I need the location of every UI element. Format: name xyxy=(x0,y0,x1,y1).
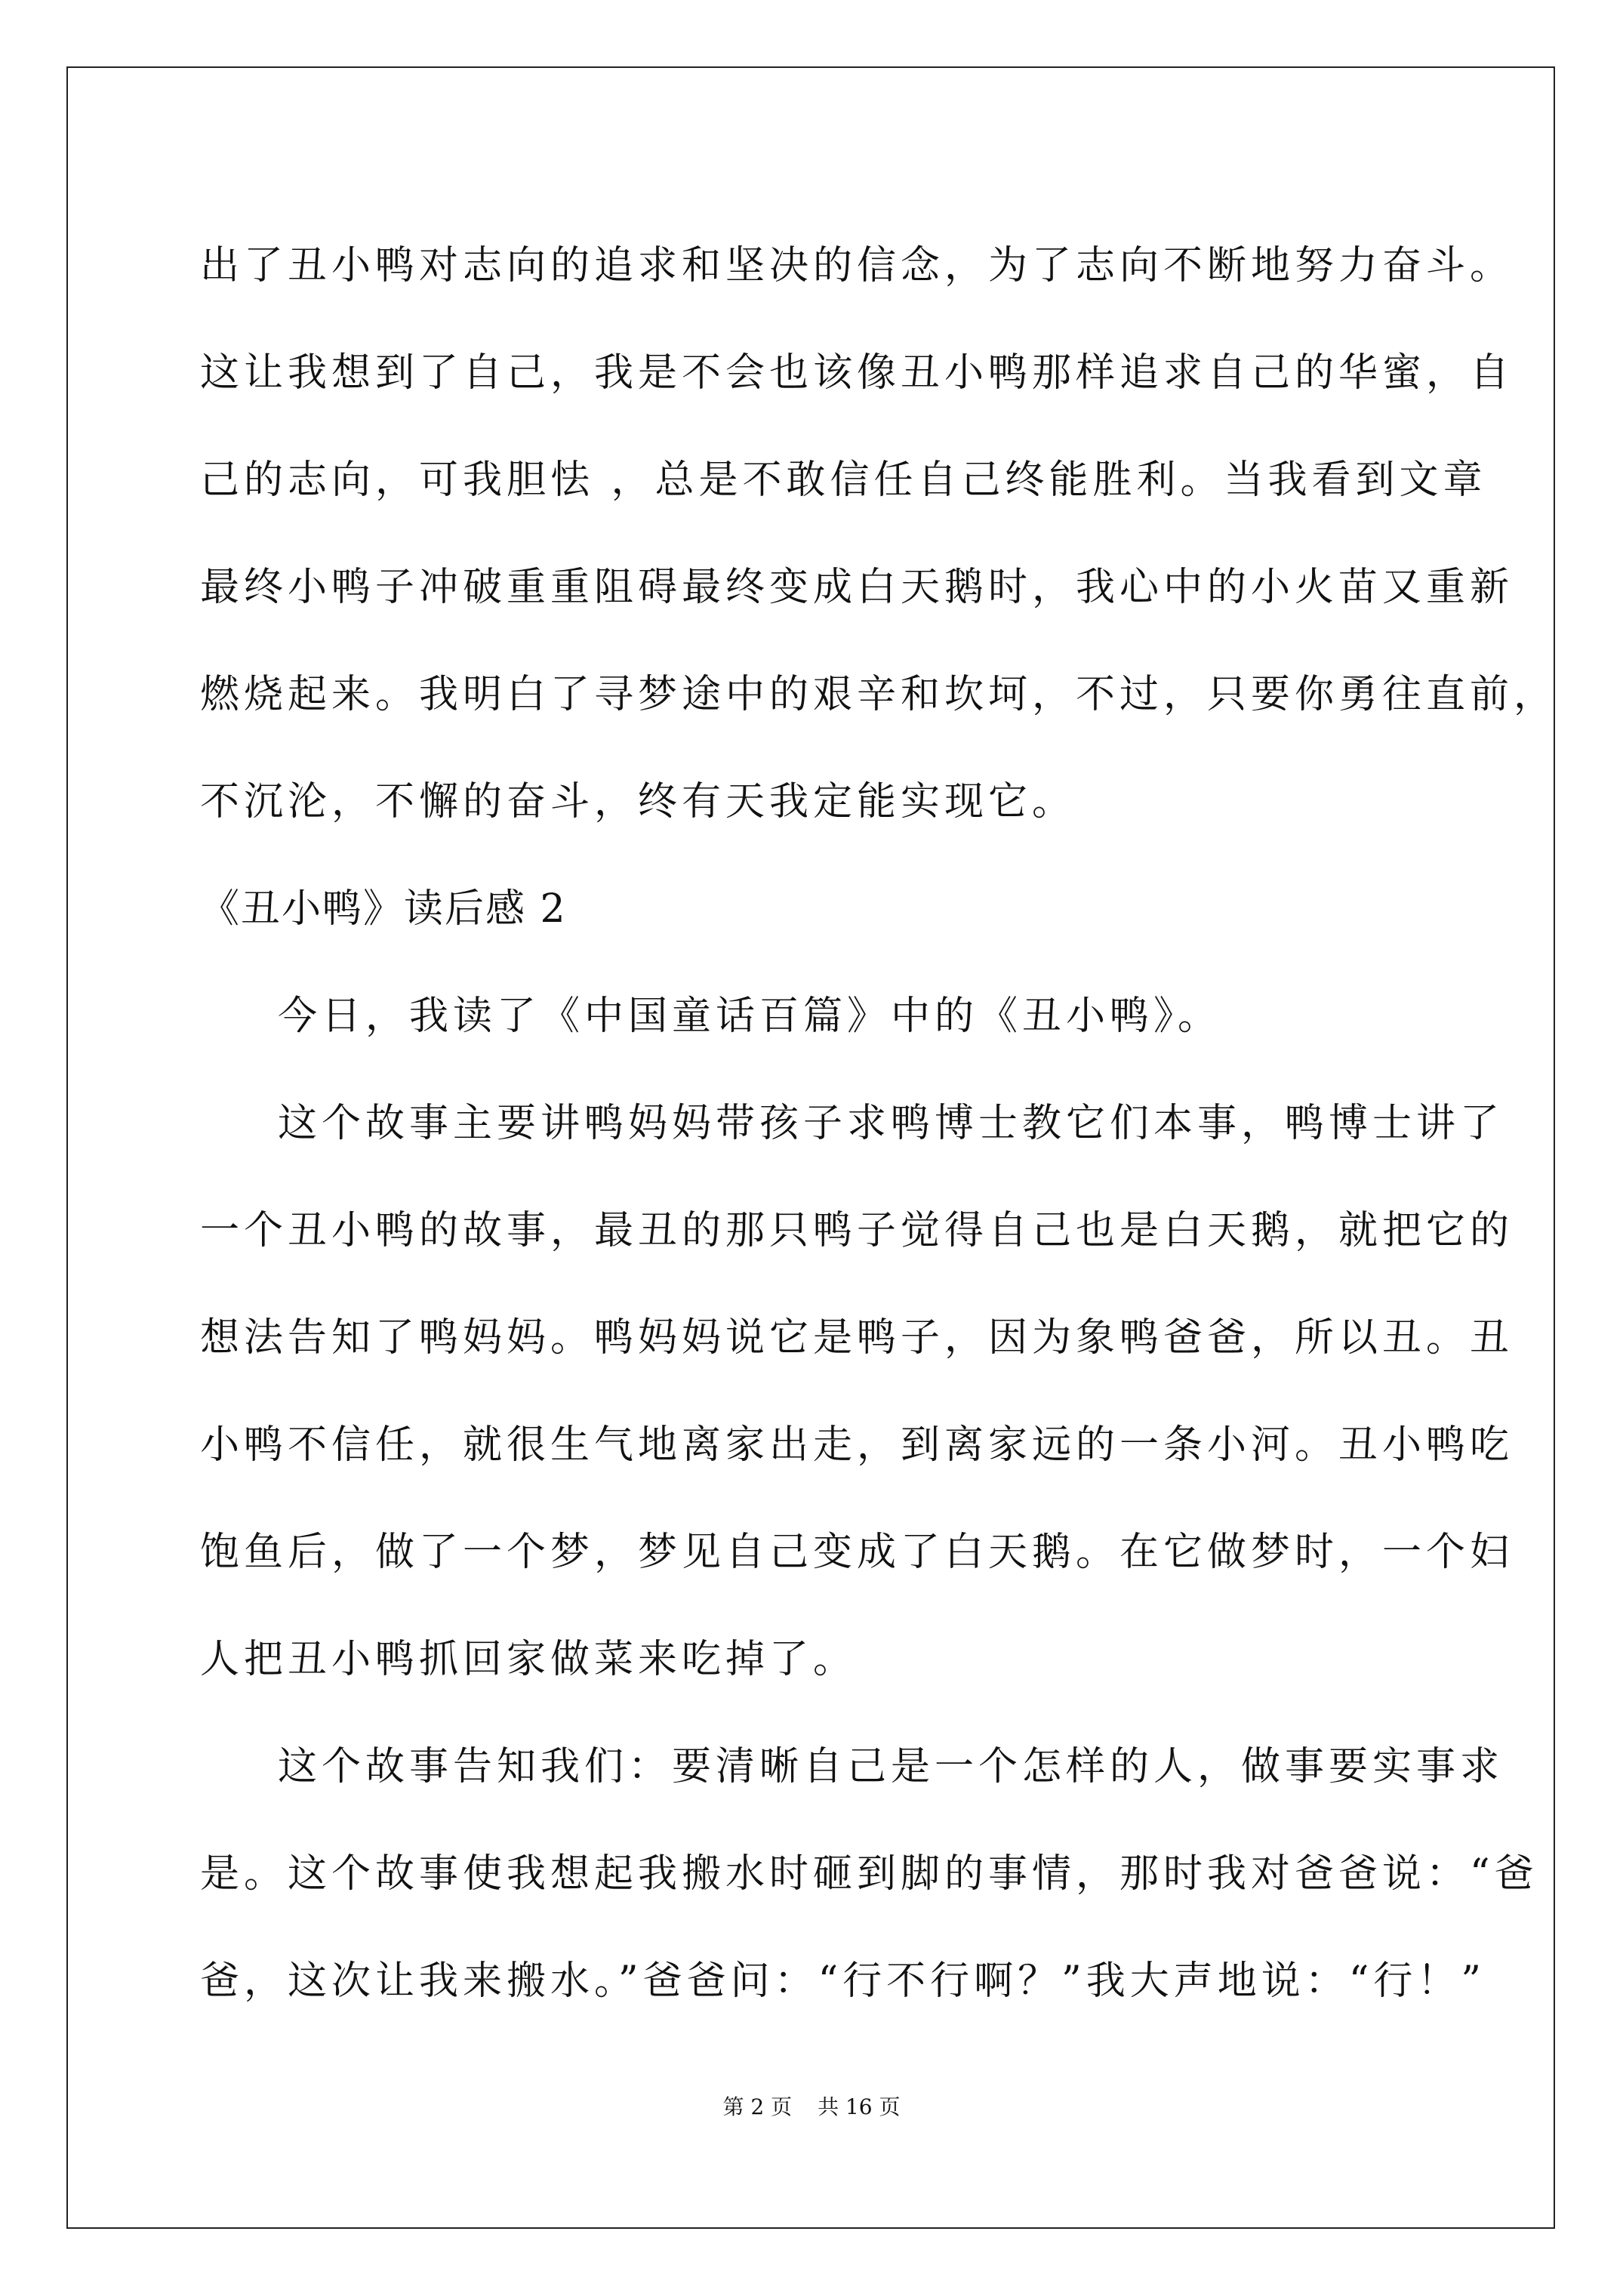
text-line: 不沉沦，不懈的奋斗，终有天我定能实现它。 xyxy=(200,779,1076,824)
text-line: 燃烧起来。我明白了寻梦途中的艰辛和坎坷，不过，只要你勇往直前， xyxy=(200,672,1558,717)
paragraph-line: 想法告知了鸭妈妈。鸭妈妈说它是鸭子，因为象鸭爸爸，所以丑。丑 xyxy=(200,1315,1514,1361)
section-heading: 《丑小鸭》读后感 2 xyxy=(200,886,567,932)
page-total: 共 16 页 xyxy=(818,2094,901,2119)
page-footer xyxy=(0,2094,1623,2120)
paragraph-line: 这个故事告知我们：要清晰自己是一个怎样的人，做事要实事求 xyxy=(278,1744,1504,1789)
text-line: 己的志向，可我胆怯 ，总是不敢信任自己终能胜利。当我看到文章 xyxy=(200,458,1487,503)
paragraph-line: 爸，这次让我来搬水。”爸爸问：“行不行啊？”我大声地说：“行！” xyxy=(200,1959,1486,2004)
text-line: 出了丑小鸭对志向的追求和坚决的信念，为了志向不断地努力奋斗。 xyxy=(200,243,1514,288)
page-number: 第 2 页 xyxy=(722,2094,793,2119)
paragraph-line: 今日，我读了《中国童话百篇》中的《丑小鸭》。 xyxy=(278,994,1222,1039)
paragraph-line: 是。这个故事使我想起我搬水时砸到脚的事情，那时我对爸爸说：“爸 xyxy=(200,1851,1538,1897)
paragraph-line: 这个故事主要讲鸭妈妈带孩子求鸭博士教它们本事，鸭博士讲了 xyxy=(278,1101,1504,1146)
paragraph-line: 饱鱼后，做了一个梦，梦见自己变成了白天鹅。在它做梦时，一个妇 xyxy=(200,1530,1514,1575)
text-line: 这让我想到了自己，我是不会也该像丑小鸭那样追求自己的华蜜，自 xyxy=(200,350,1514,396)
paragraph-line: 一个丑小鸭的故事，最丑的那只鸭子觉得自己也是白天鹅，就把它的 xyxy=(200,1208,1514,1253)
paragraph-line: 小鸭不信任，就很生气地离家出走，到离家远的一条小河。丑小鸭吃 xyxy=(200,1422,1514,1468)
text-line: 最终小鸭子冲破重重阻碍最终变成白天鹅时，我心中的小火苗又重新 xyxy=(200,565,1514,610)
paragraph-line: 人把丑小鸭抓回家做菜来吃掉了。 xyxy=(200,1637,858,1682)
